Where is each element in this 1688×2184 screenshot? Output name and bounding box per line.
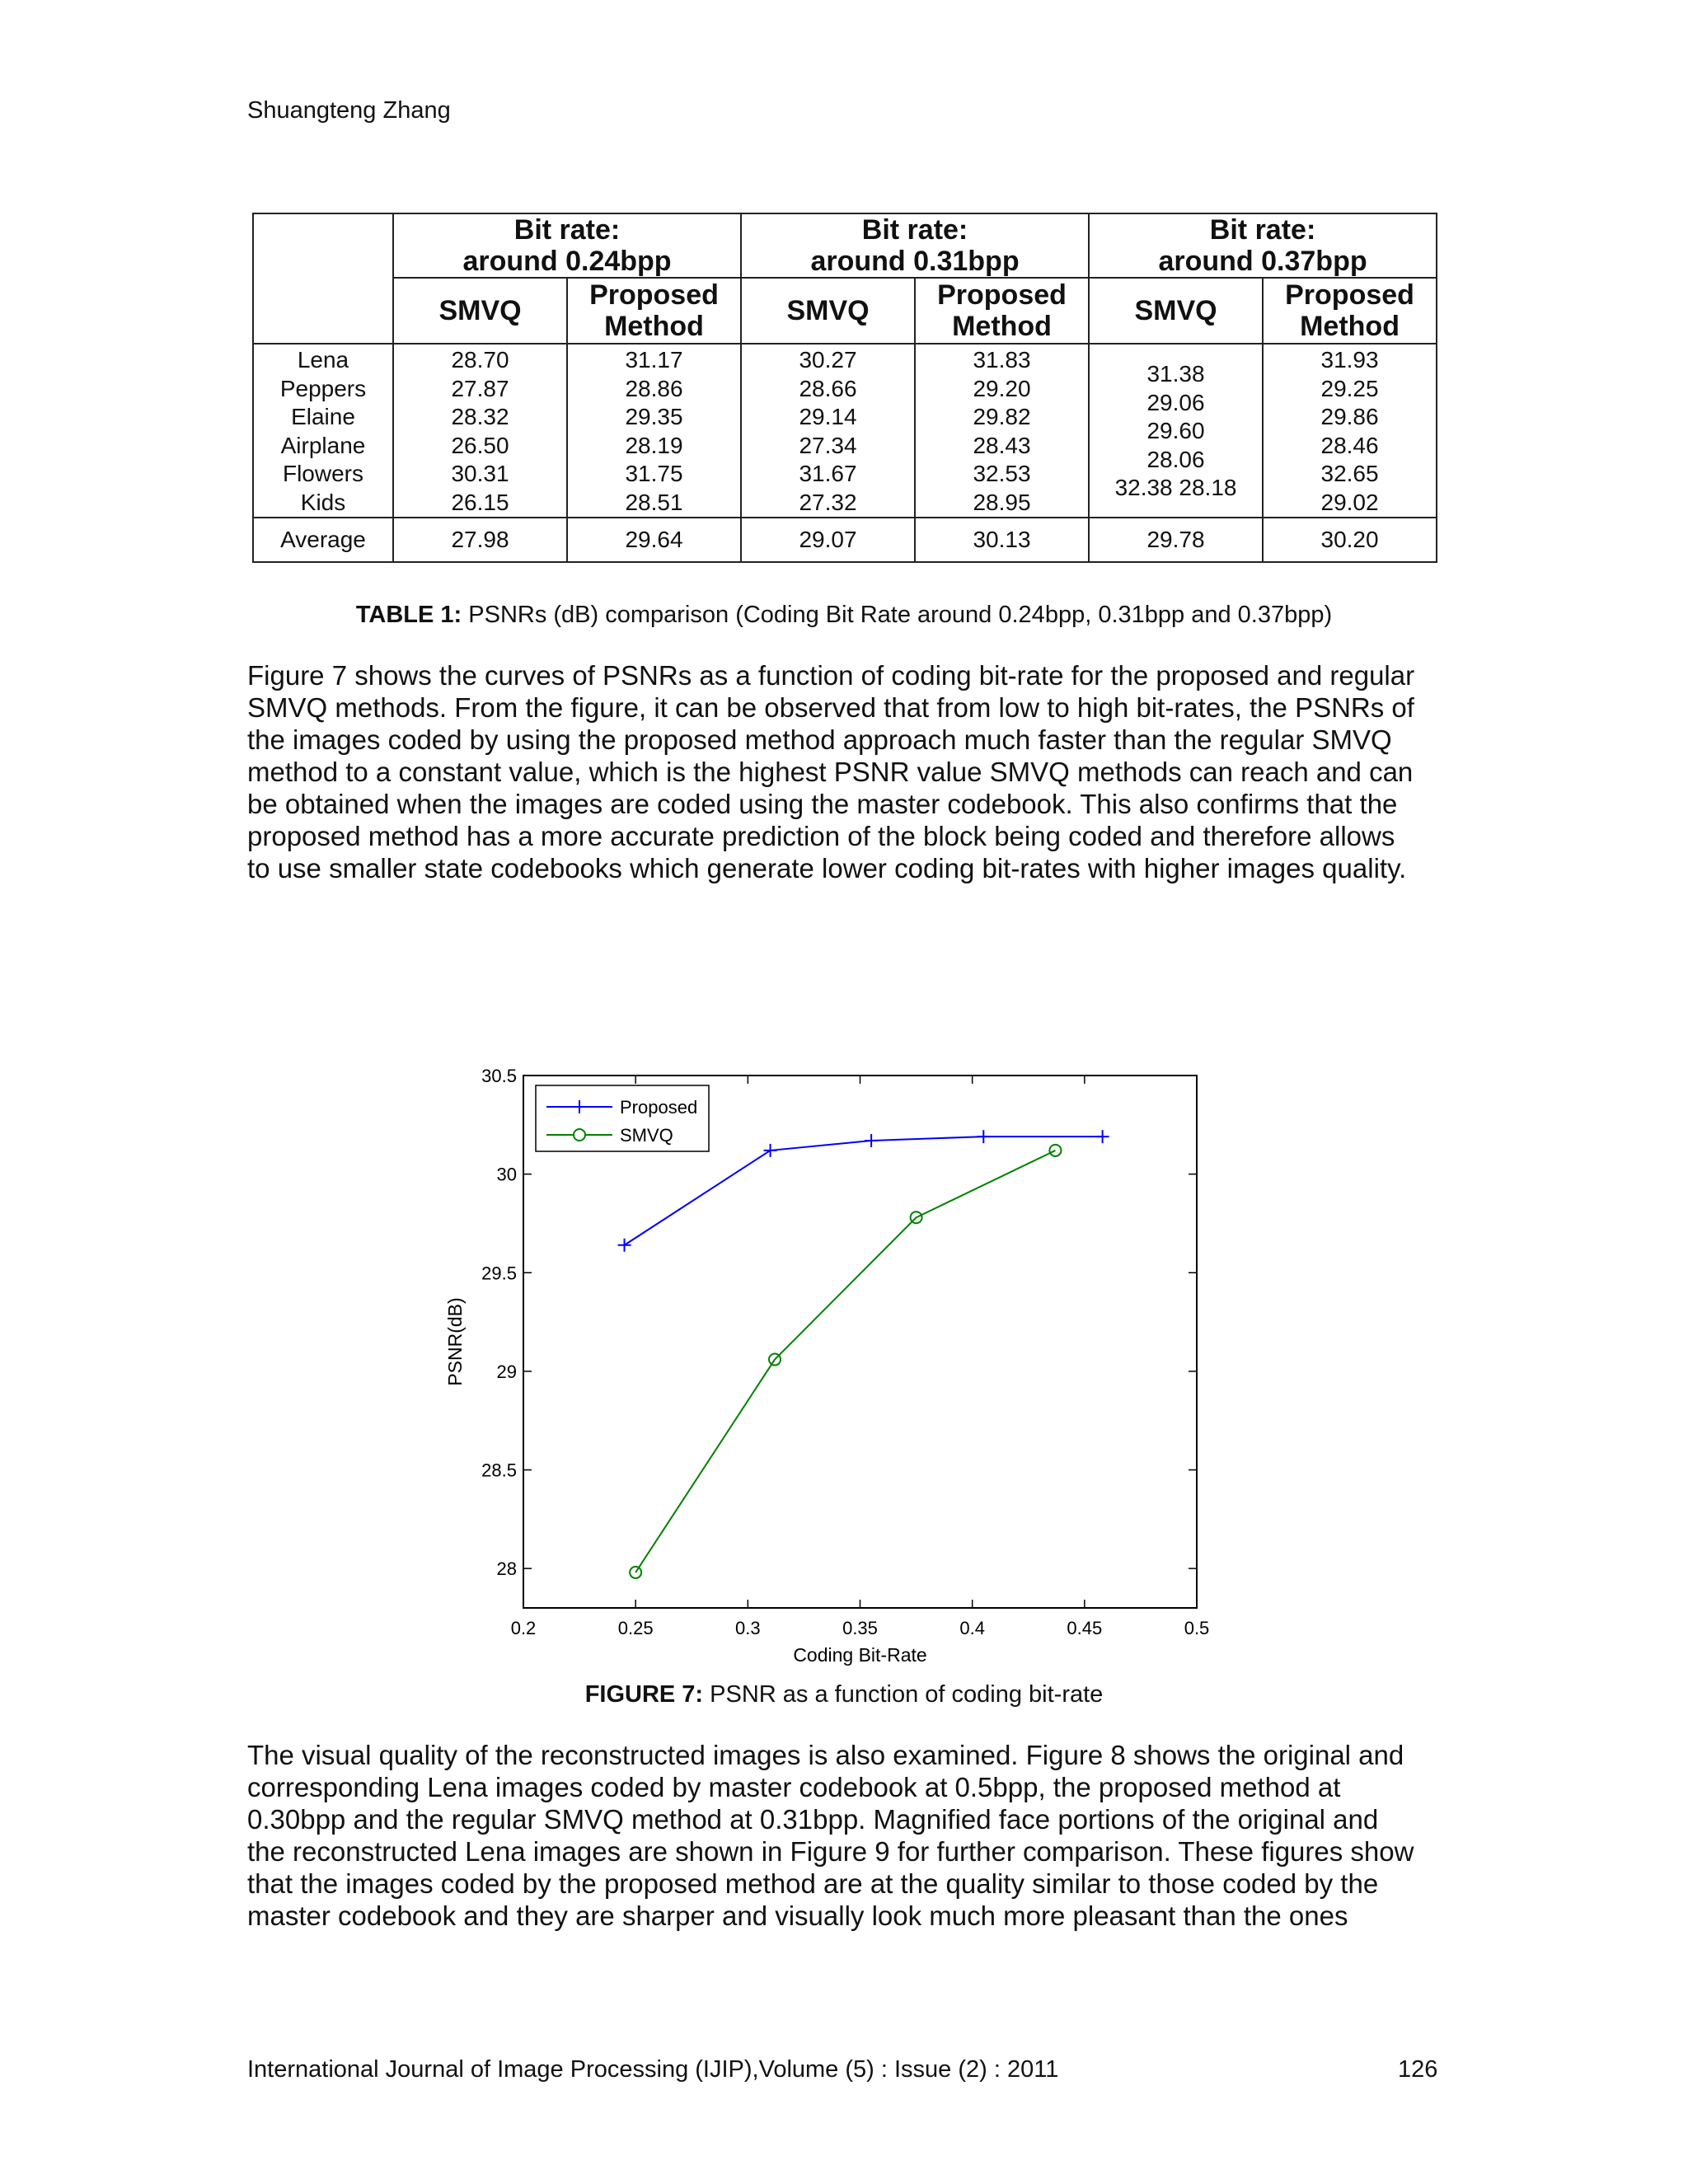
x-axis-label: Coding Bit-Rate	[793, 1644, 927, 1666]
plot-area-frame	[523, 1076, 1197, 1608]
y-tick-label: 29.5	[481, 1263, 517, 1284]
table-column-header: Proposed Method	[1263, 278, 1437, 344]
y-tick-label: 28	[496, 1558, 517, 1580]
y-axis-label: PSNR(dB)	[444, 1297, 466, 1386]
table-average-value: 29.78	[1089, 518, 1263, 562]
table-average-value: 27.98	[393, 518, 567, 562]
running-header-author: Shuangteng Zhang	[247, 97, 451, 124]
chart-legend	[536, 1085, 709, 1151]
footer-page-number: 126	[1398, 2056, 1438, 2083]
table-image-names: Lena Peppers Elaine Airplane Flowers Kids	[253, 344, 393, 518]
table-column-header: SMVQ	[741, 278, 915, 344]
legend-label: Proposed	[620, 1097, 698, 1118]
legend-marker	[574, 1129, 585, 1141]
y-tick-label: 29	[496, 1361, 517, 1382]
table-caption: TABLE 1: PSNRs (dB) comparison (Coding Bit Rate around 0.24bpp, 0.31bpp and 0.37bpp)	[355, 602, 1333, 628]
x-tick-label: 0.2	[510, 1618, 537, 1638]
x-tick-label: 0.45	[1067, 1618, 1103, 1638]
table-group-header: Bit rate: around 0.37bpp	[1089, 213, 1437, 278]
table-average-value: 29.64	[567, 518, 741, 562]
table-average-value: 29.07	[741, 518, 915, 562]
paragraph-visual-quality: The visual quality of the reconstructed images is also examined. Figure 8 shows the original and corresponding Lena images coded by master codebook at 0.5bpp, the proposed method at 0.30bpp and the regular SMVQ method at 0.31bpp. Magnified face portions of the original and the reconstructed Lena images are shown in Figure 9 for further comparison. These figures show that the images coded by the proposed method are at the quality similar to those coded by the master codebook and they are sharper and visually look much more pleasant than the ones	[247, 1740, 1414, 1931]
y-tick-label: 28.5	[481, 1460, 517, 1481]
table-corner-cell	[253, 213, 393, 344]
table-values-column: 31.93 29.25 29.86 28.46 32.65 29.02	[1263, 344, 1437, 518]
table-column-header: Proposed Method	[567, 278, 741, 344]
table-group-header: Bit rate: around 0.31bpp	[741, 213, 1089, 278]
table-average-value: 30.13	[915, 518, 1089, 562]
table-values-column: 30.27 28.66 29.14 27.34 31.67 27.32	[741, 344, 915, 518]
x-tick-label: 0.4	[959, 1618, 985, 1638]
x-tick-label: 0.3	[735, 1618, 761, 1638]
figure-caption: FIGURE 7: PSNR as a function of coding bit-rate	[584, 1681, 1104, 1708]
y-tick-label: 30.5	[481, 1066, 517, 1086]
table-column-header: SMVQ	[393, 278, 567, 344]
legend-label: SMVQ	[620, 1125, 673, 1146]
y-tick-label: 30	[496, 1164, 517, 1185]
table-column-header: Proposed Method	[915, 278, 1089, 344]
table-values-column: 31.17 28.86 29.35 28.19 31.75 28.51	[567, 344, 741, 518]
psnr-line-chart	[412, 1055, 1236, 1681]
x-tick-label: 0.25	[617, 1618, 654, 1638]
x-tick-label: 0.5	[1184, 1618, 1210, 1638]
table-average-label: Average	[253, 518, 393, 562]
footer-journal: International Journal of Image Processing (IJIP),Volume (5) : Issue (2) : 2011	[247, 2056, 1059, 2083]
table-column-header: SMVQ	[1089, 278, 1263, 344]
table-average-value: 30.20	[1263, 518, 1437, 562]
paragraph-figure7-discussion: Figure 7 shows the curves of PSNRs as a function of coding bit-rate for the proposed and regular SMVQ methods. From the figure, it can be observed that from low to high bit-rates, the PSNRs of the images coded by using the proposed method approach much faster than the regular SMVQ method to a constant value, which is the highest PSNR value SMVQ methods can reach and can be obtained when the images are coded using the master codebook. This also confirms that the proposed method has a more accurate prediction of the block being coded and therefore allows to use smaller state codebooks which generate lower coding bit-rates with higher images quality.	[247, 660, 1415, 883]
x-tick-label: 0.35	[842, 1618, 878, 1638]
psnr-comparison-table	[252, 213, 1437, 563]
table-values-column: 31.83 29.20 29.82 28.43 32.53 28.95	[915, 344, 1089, 518]
table-values-column: 31.38 29.06 29.60 28.06 32.38 28.18	[1089, 344, 1263, 518]
table-group-header: Bit rate: around 0.24bpp	[393, 213, 741, 278]
table-values-column: 28.70 27.87 28.32 26.50 30.31 26.15	[393, 344, 567, 518]
